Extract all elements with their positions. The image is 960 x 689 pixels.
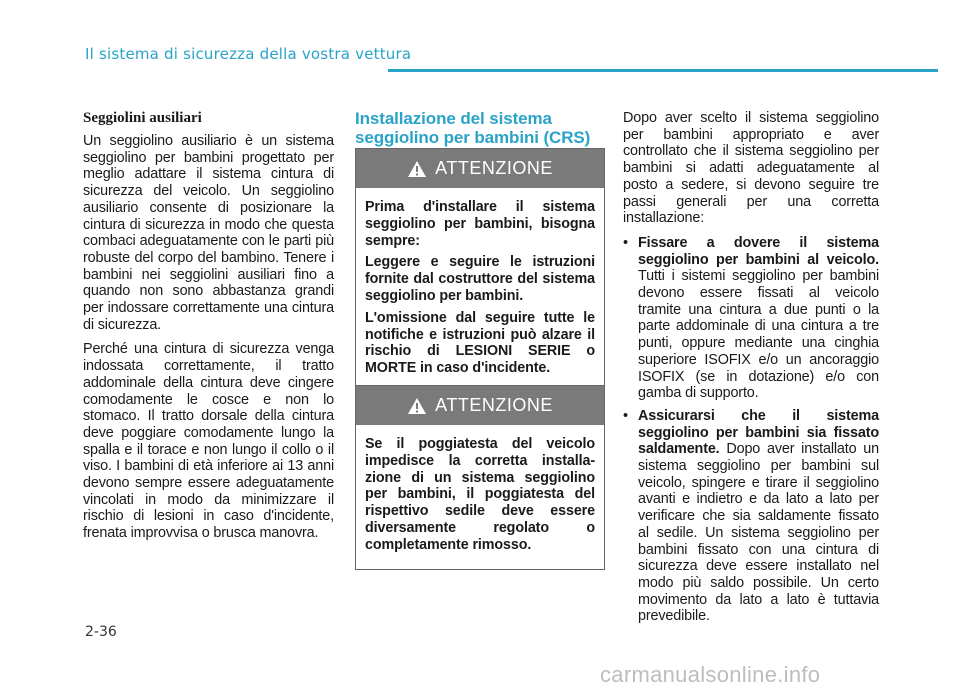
header-rule (388, 69, 938, 72)
page-number: 2-36 (85, 624, 117, 640)
list-item (623, 235, 879, 402)
warning-triangle-icon (407, 160, 427, 178)
warning-text: Se il poggiatesta del veicolo impedisce la corretta installa-zione di un sistema seggiolino per bambini, il poggiatesta del rispettivo sedile deve essere diversamente regolato o completamente rimosso. (365, 436, 595, 553)
warning-header (356, 149, 604, 188)
warning-body (356, 188, 604, 392)
warning-box (355, 385, 605, 570)
warning-box (355, 148, 605, 393)
warning-text: Prima d'installare il sistema seggiolino per bambini, bisogna sempre: (365, 199, 595, 249)
warning-text: Leggere e seguire le istruzioni fornite dal costruttore del sistema seggiolino per bambini. (365, 254, 595, 304)
section-title-crs-installation: Installazione del sistema seggiolino per bambini (CRS) (355, 109, 591, 147)
paragraph: Perché una cintura di sicurezza venga indossata correttamente, il tratto addominale della cintura deve cingere comodamente le cosce e non lo stomaco. Il tratto dorsale della cintura deve poggiare comodamente lungo la spalla e il torace e non lungo il collo o il viso. I bambini di età inferiore ai 13 anni devono sempre essere adeguatamente vincolati in modo da minimizzare il rischio di lesioni in caso d'incidente, frenata improvvisa o brusca manovra. (83, 341, 334, 542)
list-item-bold: Fissare a dovere il sistema seggiolino per bambini al veicolo. (638, 234, 879, 268)
bullet-icon: • (623, 407, 628, 424)
page-header-title: Il sistema di sicurezza della vostra vettura (85, 45, 412, 63)
warning-label: ATTENZIONE (435, 158, 553, 178)
warning-header (356, 386, 604, 425)
warning-text: L'omissione dal seguire tutte le notifiche e istruzioni può alzare il rischio di LESIONI SERIE o MORTE in caso d'incidente. (365, 309, 595, 377)
steps-list (623, 235, 879, 625)
bullet-icon: • (623, 234, 628, 251)
list-item (623, 408, 879, 625)
list-item-text: Tutti i sistemi seggiolino per bambini devono essere fissati al veicolo tramite una cintura a due punti o la parte addominale di una cintura a tre punti, oppure mediante una cinghia superiore ISOFIX e/o un ancoraggio ISOFIX (se in dotazione) e/o con gamba di supporto. (638, 268, 879, 402)
section-heading-booster-seats: Seggiolini ausiliari (83, 110, 202, 126)
left-column (83, 110, 334, 550)
list-item-text: Dopo aver installato un sistema seggiolino per bambini sul veicolo, spingere e tirare il seggiolino avanti e indietro e da lato a lato per verificare che sia saldamente fissato al sedile. Un sistema seggiolino per bambini fissato con una cintura di sicurezza deve essere installato nel modo più saldo possibile. Un certo movimento da lato a lato è tuttavia prevedibile. (638, 441, 879, 625)
watermark: carmanualsonline.info (600, 662, 821, 687)
warning-body (356, 425, 604, 569)
right-column (623, 110, 879, 631)
intro-paragraph: Dopo aver scelto il sistema seggiolino per bambini appropriato e aver controllato che il sistema seggiolino per bambini si adatti adeguatamente al posto a sedere, si devono seguire tre passi generali per una corretta installazione: (623, 110, 879, 227)
list-item-bold: Assicurarsi che il sistema seggiolino per bambini sia fissato saldamente. (638, 407, 879, 458)
warning-triangle-icon (407, 397, 427, 415)
paragraph: Un seggiolino ausiliario è un sistema seggiolino per bambini progettato per meglio adattare il sistema cintura di sicurezza del veicolo. Un seggiolino ausiliario consente di posizionare la cintura di sicurezza in modo che questa combaci adeguatamente con le parti più robuste del corpo del bambino. Tenere i bambini nei seggiolini ausiliari fino a quando non sono abbastanza grandi per indossare correttamente una cintura di sicurezza. (83, 133, 334, 333)
warning-label: ATTENZIONE (435, 395, 553, 415)
